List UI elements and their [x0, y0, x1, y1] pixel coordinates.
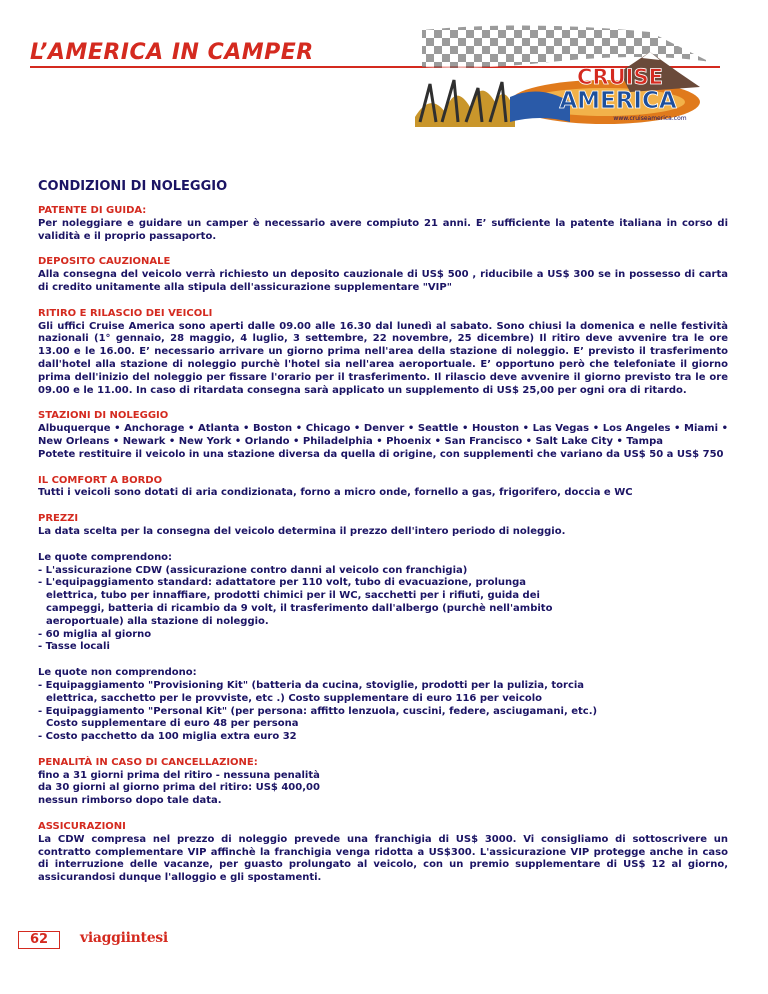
list-item: - L'assicurazione CDW (assicurazione contro danni al veicolo con franchigia): [38, 564, 468, 576]
logo-cruise-text: CRUISE: [577, 65, 663, 89]
list-item: - L'equipaggiamento standard: adattatore per 110 volt, tubo di evacuazione, prolunga elettrica, tubo per innaffiare, prodotti chimici per il WC, sacchetti per i rifiuti, guida dei campeggi, batteria di ricambio da 9 volt, il trasferimento dall'albergo (purchè nell'ambito aeroportuale) alla stazione di noleggio.: [38, 577, 553, 627]
section-deposito: [38, 256, 728, 294]
viaggi-intesi-logo: [80, 930, 168, 946]
list-item: - 60 miglia al giorno: [38, 628, 152, 640]
section-comfort: [38, 475, 728, 501]
section-heading: STAZIONI DI NOLEGGIO: [38, 410, 169, 422]
section-text: La CDW compresa nel prezzo di noleggio prevede una franchigia di US$ 3000. Vi consigliamo di sottoscrivere un contratto complementare VIP affinchè la franchigia venga ridotta a US$300. L'assicurazione VIP protegge anche in caso di interruzione delle vacanze, per guasto prolungato al veicolo, con un premio supplementare di US$ 12 al giorno, assicurandosi dunque l'alloggio e gli spostamenti.: [38, 833, 728, 884]
section-heading: RITIRO E RILASCIO DEI VEICOLI: [38, 307, 213, 319]
section-heading: ASSICURAZIONI: [38, 821, 126, 833]
section-non-comprendono: [38, 667, 598, 744]
list-title: Le quote comprendono:: [38, 551, 173, 563]
section-penalita: [38, 757, 728, 808]
section-patente: [38, 205, 728, 243]
conditions-content: [38, 205, 728, 898]
penalty-line: nessun rimborso dopo tale data.: [38, 795, 222, 807]
logo-url-text: www.cruiseamerica.com: [613, 115, 687, 122]
brand-part1: viaggi: [80, 930, 126, 946]
cruise-america-logo: [410, 22, 730, 132]
list-item: - Tasse locali: [38, 641, 110, 653]
section-heading: IL COMFORT A BORDO: [38, 474, 163, 486]
section-ritiro: [38, 308, 728, 398]
section-text: Albuquerque • Anchorage • Atlanta • Boston • Chicago • Denver • Seattle • Houston • Las Vegas • Los Angeles • Miami • New Orleans • Newark • New York • Orlando • Philadelphia • Phoenix • San Francisco • Salt Lake City • Tampa: [38, 423, 728, 447]
section-text: Alla consegna del veicolo verrà richiesto un deposito cauzionale di US$ 500 , riducibile a US$ 300 se in possesso di carta di credito unitamente alla stipula dell'assicurazione supplementare "VIP": [38, 269, 728, 293]
penalty-line: fino a 31 giorni prima del ritiro - nessuna penalità: [38, 769, 320, 781]
section-comprendono: [38, 552, 578, 654]
list-title: Le quote non comprendono:: [38, 667, 197, 679]
page-header-title: L’AMERICA IN CAMPER: [30, 40, 314, 65]
section-text: La data scelta per la consegna del veicolo determina il prezzo dell'intero periodo di noleggio.: [38, 525, 566, 537]
brand-part2: intesi: [125, 930, 168, 946]
section-title: CONDIZIONI DI NOLEGGIO: [38, 179, 228, 194]
page-number: 62: [18, 931, 60, 949]
section-text: Potete restituire il veicolo in una stazione diversa da quella di origine, con supplementi che variano da US$ 50 a US$ 750: [38, 448, 724, 460]
penalty-line: da 30 giorni al giorno prima del ritiro: US$ 400,00: [38, 782, 320, 794]
section-assicurazioni: [38, 821, 728, 885]
section-heading: DEPOSITO CAUZIONALE: [38, 256, 171, 268]
section-text: Tutti i veicoli sono dotati di aria condizionata, forno a micro onde, fornello a gas, frigorifero, doccia e WC: [38, 487, 633, 499]
section-heading: PATENTE DI GUIDA:: [38, 205, 147, 216]
section-text: Gli uffici Cruise America sono aperti dalle 09.00 alle 16.30 dal lunedì al sabato. Sono chiusi la domenica e nelle festività nazionali (1° gennaio, 28 maggio, 4 luglio, 3 settembre, 22 novembre, 25 dicembre) Il ritiro deve avvenire tra le ore 13.00 e le 16.00. E’ necessario arrivare un giorno prima nell'area della stazione di noleggio. E’ previsto il trasferimento dall'hotel alla stazione di noleggio purchè l'hotel sia nell'area aeroportuale. E’ opportuno però che telefoniate il giorno prima dell'inizio del noleggio per fissare l'orario per il trasferimento. Il rilascio deve avvenire il giorno previsto tra le ore 09.00 e le 11.00. In caso di ritardata consegna sarà applicato un supplemento di US$ 25,00 per ogni ora di ritardo.: [38, 320, 728, 396]
section-heading: PENALITÀ IN CASO DI CANCELLAZIONE:: [38, 756, 258, 768]
list-item: - Equipaggiamento "Personal Kit" (per persona: affitto lenzuola, cuscini, federe, asciugamani, etc.) Costo supplementare di euro 48 per persona: [38, 705, 598, 730]
logo-america-text: AMERICA: [559, 88, 677, 114]
list-item: - Costo pacchetto da 100 miglia extra euro 32: [38, 731, 297, 743]
list-item: - Equipaggiamento "Provisioning Kit" (batteria da cucina, stoviglie, prodotti per la pulizia, torcia elettrica, sacchetto per le provviste, etc .) Costo supplementare di euro 116 per veicolo: [38, 679, 585, 704]
section-stazioni: [38, 410, 728, 461]
section-heading: PREZZI: [38, 513, 79, 525]
section-text: Per noleggiare e guidare un camper è necessario avere compiuto 21 anni. E’ sufficiente la patente italiana in corso di validità e il proprio passaporto.: [38, 217, 728, 242]
section-prezzi: [38, 513, 728, 539]
